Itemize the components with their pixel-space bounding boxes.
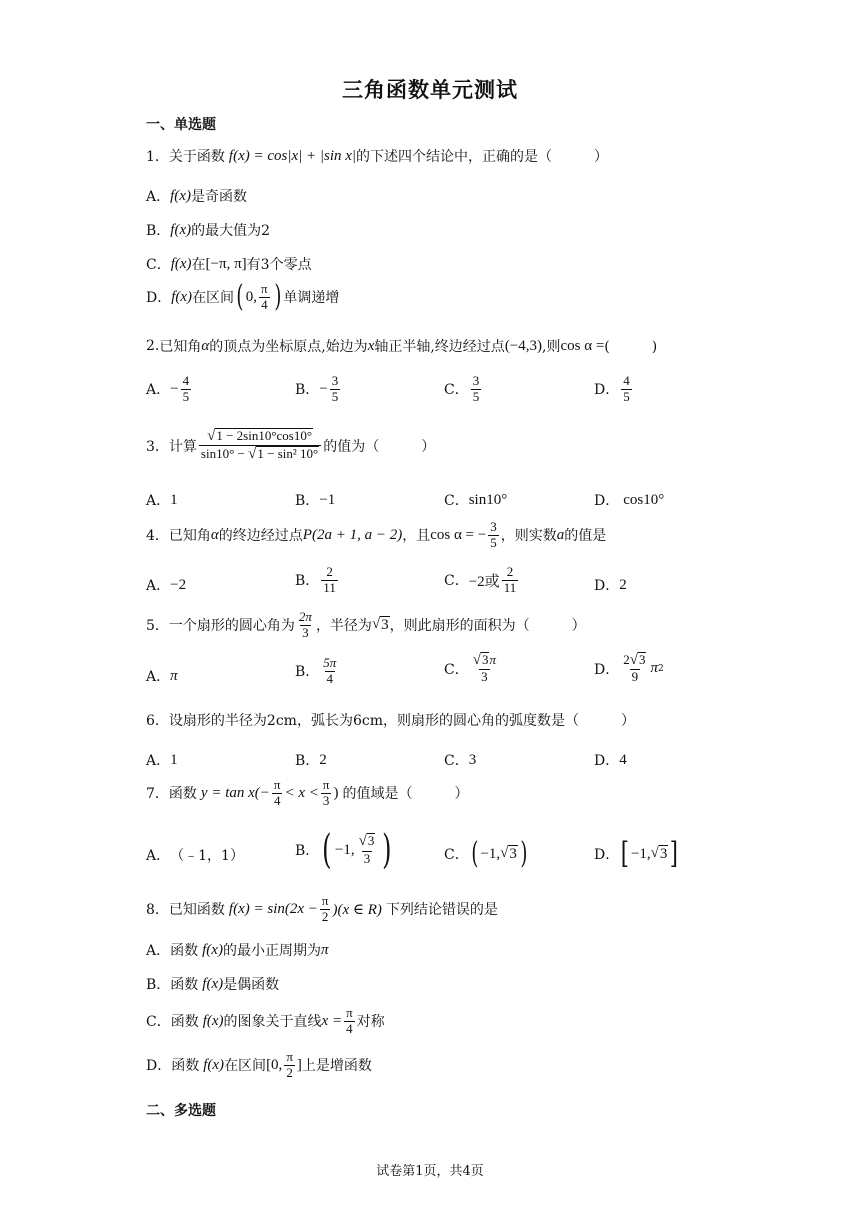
option-a xyxy=(146,490,178,510)
math-expression: f(x) = sin(2x − xyxy=(228,900,318,917)
option-a xyxy=(146,750,178,770)
option-text: 是奇函数 xyxy=(190,189,247,205)
question-text: 关于函数 xyxy=(168,149,225,165)
option-text: 的图象关于直线 xyxy=(223,1014,322,1031)
radicand: 3 xyxy=(509,846,517,862)
option-text: 在区间 xyxy=(192,290,235,307)
denominator: 4 xyxy=(261,296,268,312)
numerator: 2 xyxy=(506,564,514,579)
question-text: 的值域是（ ） xyxy=(342,786,469,803)
page-title: 三角函数单元测试 xyxy=(342,77,518,102)
option-label: A． xyxy=(146,943,171,959)
option-d xyxy=(594,374,634,405)
option-d xyxy=(594,652,664,685)
radicand: 3 xyxy=(659,846,668,862)
option-label: A． xyxy=(146,493,171,509)
option-label: D． xyxy=(594,753,620,769)
fraction xyxy=(471,374,482,405)
question-number: 6． xyxy=(146,713,169,729)
option-label: B． xyxy=(295,382,320,399)
option-a xyxy=(146,374,193,405)
denominator xyxy=(199,445,321,463)
denominator: 3 xyxy=(363,850,371,866)
option-label: C． xyxy=(444,753,469,769)
math-expression: [0, xyxy=(266,1056,283,1073)
question-text: 下列结论错误的是 xyxy=(385,902,498,919)
math-expression: −1, xyxy=(480,845,501,862)
math-expression: ] xyxy=(296,1056,302,1073)
numerator: 2 xyxy=(326,564,333,579)
radicand: 3 xyxy=(381,617,389,634)
option-label: D． xyxy=(146,1058,172,1075)
fraction xyxy=(199,428,321,464)
question-text: 已知角 xyxy=(159,339,202,355)
option-c xyxy=(146,1006,385,1037)
option-label: D． xyxy=(594,578,620,594)
option-c xyxy=(444,750,476,770)
math-expression: (−4,3) xyxy=(504,337,543,354)
question-text: 已知角 xyxy=(168,528,211,545)
question-3 xyxy=(146,428,435,464)
question-1 xyxy=(146,146,608,166)
option-d xyxy=(146,279,340,315)
radical: √ 3 xyxy=(371,616,389,634)
math-expression: f(x) xyxy=(171,288,193,305)
math-expression: )(x ∈ R) xyxy=(332,901,382,918)
radical: √ 3 xyxy=(358,833,375,850)
denominator: 5 xyxy=(472,388,480,404)
question-number: 5． xyxy=(146,618,169,635)
numerator: π xyxy=(273,777,281,792)
left-paren: ( xyxy=(471,836,479,871)
fraction xyxy=(321,656,338,687)
denominator: 3 xyxy=(481,669,488,685)
question-text: ，则实数 xyxy=(500,528,557,545)
numerator: π xyxy=(286,1049,293,1064)
option-label: C． xyxy=(444,573,469,590)
right-bracket: ] xyxy=(670,836,679,871)
question-text: 的值是 xyxy=(564,528,607,545)
denominator: 2 xyxy=(321,908,329,924)
option-b xyxy=(295,656,340,687)
denominator: 4 xyxy=(326,670,334,686)
question-number: 3． xyxy=(146,438,169,455)
question-5 xyxy=(146,610,586,641)
option-label: C． xyxy=(444,382,469,399)
math-expression: f(x) xyxy=(202,1012,224,1029)
fraction xyxy=(272,778,283,809)
question-text: 计算 xyxy=(168,438,197,455)
option-text: 在区间 xyxy=(224,1058,267,1075)
numerator: 4 xyxy=(623,373,630,388)
option-label: D． xyxy=(594,493,620,509)
option-text: sin10° xyxy=(468,491,508,508)
option-label: D． xyxy=(594,382,620,399)
question-text: 已知函数 xyxy=(168,902,225,919)
numerator: π xyxy=(261,281,268,296)
option-d xyxy=(594,836,680,871)
option-text: π xyxy=(170,667,178,684)
fraction xyxy=(320,894,331,925)
math-expression: − xyxy=(170,380,179,397)
radical: √ 3 xyxy=(650,845,668,862)
option-text: cos10° xyxy=(623,491,665,508)
radical: √ 3 xyxy=(629,652,646,668)
right-paren: ) xyxy=(520,836,528,871)
fraction xyxy=(471,652,498,685)
option-text: −2或 xyxy=(468,573,500,590)
option-text: 1 xyxy=(170,491,178,508)
question-2 xyxy=(146,336,657,356)
numerator xyxy=(205,428,315,445)
radicand: 3 xyxy=(481,652,490,669)
question-text: 设扇形的半径为2cm，弧长为6cm，则扇形的圆心角的弧度数是（ ） xyxy=(168,713,635,729)
option-label: D． xyxy=(146,290,172,307)
question-number: 8． xyxy=(146,902,169,919)
numerator xyxy=(357,833,378,850)
question-7 xyxy=(146,778,468,809)
denominator: 4 xyxy=(346,1020,353,1036)
denominator: 3 xyxy=(322,792,330,808)
fraction xyxy=(621,374,632,405)
option-text: 的最小正周期为 xyxy=(222,943,321,959)
math-expression: π xyxy=(489,652,496,667)
math-expression: π xyxy=(320,941,329,958)
numerator: 2π xyxy=(298,609,312,624)
math-expression: −1, xyxy=(630,845,651,862)
option-a xyxy=(146,940,328,960)
option-d xyxy=(594,750,627,770)
math-expression: f(x) xyxy=(170,187,191,204)
fraction xyxy=(621,652,648,685)
fraction xyxy=(284,1050,295,1081)
denominator: 5 xyxy=(490,534,497,550)
option-text: 对称 xyxy=(356,1014,385,1031)
right-paren: ) xyxy=(273,279,281,315)
fraction xyxy=(321,565,338,596)
option-b xyxy=(146,220,270,240)
math-expression: α xyxy=(210,526,219,543)
option-a xyxy=(146,845,244,865)
math-expression: f(x) = cos|x| + |sin x| xyxy=(228,147,357,164)
option-b xyxy=(295,374,342,405)
question-number: 1． xyxy=(146,149,169,165)
option-label: A． xyxy=(146,382,171,399)
option-text: 是偶函数 xyxy=(223,977,280,993)
right-paren: ) xyxy=(382,827,392,873)
numerator: π xyxy=(321,893,329,908)
section-heading-single-choice: 一、单选题 xyxy=(146,117,216,133)
question-text: ,则 xyxy=(542,339,561,355)
math-expression: 0, xyxy=(245,288,258,305)
option-b xyxy=(295,750,327,770)
option-b xyxy=(295,565,340,596)
page-footer: 试卷第1页，共4页 xyxy=(376,1164,484,1179)
question-text: 的终边经过点 xyxy=(218,528,303,545)
question-text: 函数 xyxy=(168,786,197,803)
option-text: 函数 xyxy=(170,943,199,959)
option-text: −1 xyxy=(319,491,336,508)
denominator: 5 xyxy=(331,388,339,404)
math-expression: P(2a + 1, a − 2) xyxy=(302,526,403,543)
math-expression: α xyxy=(201,337,210,354)
question-number: 2. xyxy=(146,338,160,354)
math-expression: [−π, π] xyxy=(205,255,247,272)
math-expression: ) xyxy=(333,784,339,801)
option-text: 函数 xyxy=(171,1058,200,1075)
option-text: 的最大值为2 xyxy=(191,223,271,239)
denominator: 11 xyxy=(503,579,517,595)
option-c xyxy=(146,254,312,274)
option-label: C． xyxy=(146,1014,171,1031)
numerator xyxy=(621,652,648,669)
math-expression: x = xyxy=(321,1012,343,1029)
option-label: B． xyxy=(146,223,171,239)
option-label: D． xyxy=(594,847,620,863)
option-text: 单调递增 xyxy=(283,290,340,307)
math-expression: f(x) xyxy=(202,975,224,992)
fraction xyxy=(181,374,192,405)
numerator: 3 xyxy=(331,373,339,388)
option-c xyxy=(444,490,507,510)
option-label: A． xyxy=(146,189,171,205)
option-c xyxy=(444,836,530,871)
question-text: 一个扇形的圆心角为 xyxy=(168,618,295,635)
option-label: A． xyxy=(146,753,171,769)
option-text: 2 xyxy=(319,751,327,768)
radical: √ 3 xyxy=(472,652,489,668)
option-a xyxy=(146,575,186,595)
math-expression: x xyxy=(367,337,375,354)
option-d xyxy=(594,575,627,595)
numerator: 4 xyxy=(182,373,190,388)
option-label: A． xyxy=(146,578,171,594)
numerator: π xyxy=(322,777,330,792)
question-8 xyxy=(146,894,498,925)
radicand: 3 xyxy=(367,833,376,850)
option-label: B． xyxy=(295,843,320,859)
question-6 xyxy=(146,710,635,730)
question-text: 的值为（ ） xyxy=(323,438,436,455)
option-label: B． xyxy=(295,493,320,509)
fraction xyxy=(259,282,270,313)
question-number: 4． xyxy=(146,528,169,545)
question-text: ，则此扇形的面积为（ ） xyxy=(389,618,586,635)
math-expression: f(x) xyxy=(170,255,192,272)
left-paren: ( xyxy=(322,827,332,873)
option-b xyxy=(295,827,395,873)
option-label: B． xyxy=(146,977,171,993)
question-text: ，半径为 xyxy=(315,618,372,635)
option-text: （﹣1，1） xyxy=(170,848,244,864)
option-label: C． xyxy=(444,493,469,509)
option-c xyxy=(444,565,520,596)
radicand: 3 xyxy=(638,652,647,669)
math-expression: cos α = xyxy=(560,337,605,354)
option-text: 1 xyxy=(170,751,178,768)
math-expression: − xyxy=(319,380,328,397)
numerator: 3 xyxy=(490,519,497,534)
option-b xyxy=(146,974,279,994)
math-expression: f(x) xyxy=(203,1056,225,1073)
left-paren: ( xyxy=(236,279,244,315)
fraction xyxy=(330,374,341,405)
option-label: C． xyxy=(444,847,469,863)
option-label: B． xyxy=(295,573,320,590)
option-c xyxy=(444,652,500,685)
option-label: C． xyxy=(444,661,469,678)
numerator: 5π xyxy=(323,655,337,670)
denominator: 2 xyxy=(286,1064,293,1080)
option-d xyxy=(594,490,664,510)
option-text: 4 xyxy=(619,751,627,768)
math-expression: cos α = − xyxy=(430,526,487,543)
question-text: 的下述四个结论中，正确的是（ ） xyxy=(356,149,609,165)
option-text: 在 xyxy=(191,257,206,273)
option-a xyxy=(146,186,247,206)
question-text: ，且 xyxy=(402,528,431,545)
exponent: 2 xyxy=(657,663,664,674)
math-expression: sin10° − xyxy=(200,446,245,462)
option-label: B． xyxy=(295,664,320,681)
math-expression: a xyxy=(556,526,565,543)
fraction xyxy=(488,520,499,551)
option-text: 函数 xyxy=(170,977,199,993)
question-text: 的顶点为坐标原点,始边为 xyxy=(209,339,368,355)
option-d xyxy=(146,1050,372,1081)
option-label: D． xyxy=(594,661,620,678)
option-label: A． xyxy=(146,669,171,685)
math-expression: f(x) xyxy=(170,221,192,238)
math-expression: −1, xyxy=(334,841,355,858)
denominator: 5 xyxy=(182,388,190,404)
radicand: 1 − 2sin10°cos10° xyxy=(215,428,313,445)
option-text: 3 xyxy=(468,751,477,768)
option-label: A． xyxy=(146,848,171,864)
radical: √ 1 − sin² 10° xyxy=(248,446,319,463)
option-b xyxy=(295,490,335,510)
radicand: 1 − sin² 10° xyxy=(256,446,319,463)
math-expression: < x < xyxy=(284,784,319,801)
fraction xyxy=(321,778,332,809)
denominator: 3 xyxy=(302,624,309,640)
math-expression: f(x) xyxy=(202,941,223,958)
option-text: 有3个零点 xyxy=(246,257,312,273)
numerator xyxy=(471,652,498,669)
math-expression: 2 xyxy=(623,652,630,667)
fraction xyxy=(344,1006,355,1037)
denominator: 4 xyxy=(273,792,281,808)
question-4 xyxy=(146,520,606,551)
denominator: 9 xyxy=(631,669,639,685)
question-text: 轴正半轴,终边经过点 xyxy=(374,339,505,355)
fraction xyxy=(357,833,378,866)
option-text: 函数 xyxy=(170,1014,199,1031)
option-text: −2 xyxy=(170,576,187,593)
question-number: 7． xyxy=(146,786,169,803)
numerator: 3 xyxy=(472,373,480,388)
radical: √ 1 − 2sin10°cos10° xyxy=(207,428,313,444)
option-text: 上是增函数 xyxy=(301,1058,372,1075)
denominator: 11 xyxy=(323,579,336,595)
radical: √ 3 xyxy=(500,845,517,862)
option-label: B． xyxy=(295,753,320,769)
option-label: C． xyxy=(146,257,171,273)
denominator: 5 xyxy=(623,388,630,404)
question-text: ( ) xyxy=(604,339,658,355)
fraction xyxy=(502,565,519,596)
option-a xyxy=(146,666,178,686)
option-c xyxy=(444,374,483,405)
math-expression: y = tan x(− xyxy=(200,784,270,801)
fraction xyxy=(297,610,314,641)
left-bracket: [ xyxy=(620,836,630,871)
section-heading-multiple-choice: 二、多选题 xyxy=(146,1103,216,1119)
math-expression: π xyxy=(650,660,658,677)
option-text: 2 xyxy=(619,576,627,593)
numerator: π xyxy=(346,1005,353,1020)
